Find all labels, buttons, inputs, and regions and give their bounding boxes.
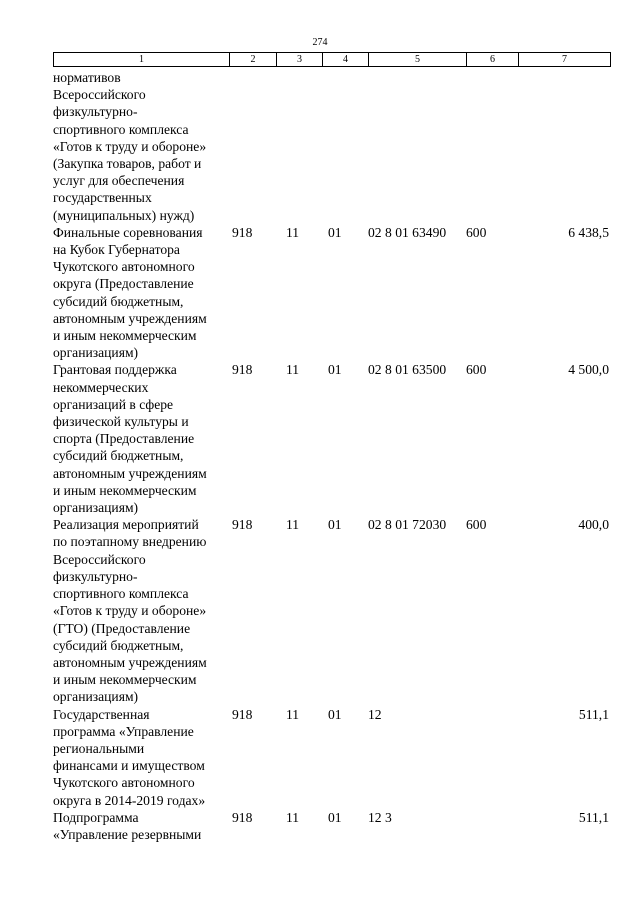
amount: 4 500,0 xyxy=(568,362,609,378)
page-number: 274 xyxy=(312,37,328,48)
subsection-code: 01 xyxy=(328,517,342,533)
section-code: 11 xyxy=(286,517,300,533)
section-code: 11 xyxy=(286,706,300,722)
header-col-7: 7 xyxy=(519,53,611,67)
section-code: 11 xyxy=(286,224,300,240)
amount: 6 438,5 xyxy=(568,224,609,240)
subsection-code: 01 xyxy=(328,362,342,378)
header-col-3: 3 xyxy=(277,53,323,67)
table-row xyxy=(53,706,610,809)
header-col-2: 2 xyxy=(230,53,277,67)
grbs-code: 918 xyxy=(232,706,253,722)
item-name: Реализация мероприятий по поэтапному внедрению Всероссийского физкультурно- спортивного комплекса «Готов к труду и обороне» (ГТО) (Предоставление субсидий бюджетным, автономным учреждениям и иным некоммерческим организациям) xyxy=(53,517,207,705)
target-article-code: 12 xyxy=(368,706,382,722)
grbs-code xyxy=(229,69,276,224)
target-article-code xyxy=(368,69,466,224)
header-row xyxy=(54,53,611,67)
table-row xyxy=(53,516,610,705)
item-name: Государственная программа «Управление региональными финансами и имуществом Чукотского автономного округа в 2014-2019 годах» xyxy=(53,706,206,808)
column-number-header xyxy=(53,52,611,67)
target-article-code: 02 8 01 63490 xyxy=(368,224,447,240)
expense-type-code xyxy=(466,706,518,809)
grbs-code: 918 xyxy=(232,517,253,533)
amount: 400,0 xyxy=(578,517,609,533)
budget-table xyxy=(53,69,610,843)
item-name: Финальные соревнования на Кубок Губернатора Чукотского автономного округа (Предоставление субсидий бюджетным, автономным учреждениям и иным некоммерческим организациям) xyxy=(53,224,207,361)
table-row xyxy=(53,69,610,224)
header-col-4: 4 xyxy=(323,53,369,67)
expense-type-code xyxy=(466,69,518,224)
table-row xyxy=(53,809,610,843)
item-name: Грантовая поддержка некоммерческих организаций в сфере физической культуры и спорта (Предоставление субсидий бюджетным, автономным учреждениям и иным некоммерческим организациям) xyxy=(53,362,207,516)
amount: 511,1 xyxy=(578,706,609,722)
item-name: Подпрограмма «Управление резервными xyxy=(53,809,202,842)
section-code xyxy=(276,69,322,224)
subsection-code: 01 xyxy=(328,224,342,240)
item-name: нормативов Всероссийского физкультурно- спортивного комплекса «Готов к труду и обороне» (Закупка товаров, работ и услуг для обеспечения государственных (муниципальных) нужд) xyxy=(53,70,207,223)
header-col-5: 5 xyxy=(369,53,467,67)
expense-type-code: 600 xyxy=(466,224,487,240)
target-article-code: 02 8 01 63500 xyxy=(368,362,447,378)
amount xyxy=(518,69,610,224)
target-article-code: 02 8 01 72030 xyxy=(368,517,447,533)
target-article-code: 12 3 xyxy=(368,809,392,825)
expense-type-code: 600 xyxy=(466,517,487,533)
table-row xyxy=(53,224,610,362)
expense-type-code xyxy=(466,809,518,843)
grbs-code: 918 xyxy=(232,362,253,378)
amount: 511,1 xyxy=(578,809,609,825)
grbs-code: 918 xyxy=(232,809,253,825)
expense-type-code: 600 xyxy=(466,362,487,378)
table-row xyxy=(53,361,610,516)
grbs-code: 918 xyxy=(232,224,253,240)
header-col-1: 1 xyxy=(54,53,230,67)
subsection-code: 01 xyxy=(328,706,342,722)
header-col-6: 6 xyxy=(467,53,519,67)
subsection-code xyxy=(322,69,368,224)
section-code: 11 xyxy=(286,362,300,378)
subsection-code: 01 xyxy=(328,809,342,825)
section-code: 11 xyxy=(286,809,300,825)
